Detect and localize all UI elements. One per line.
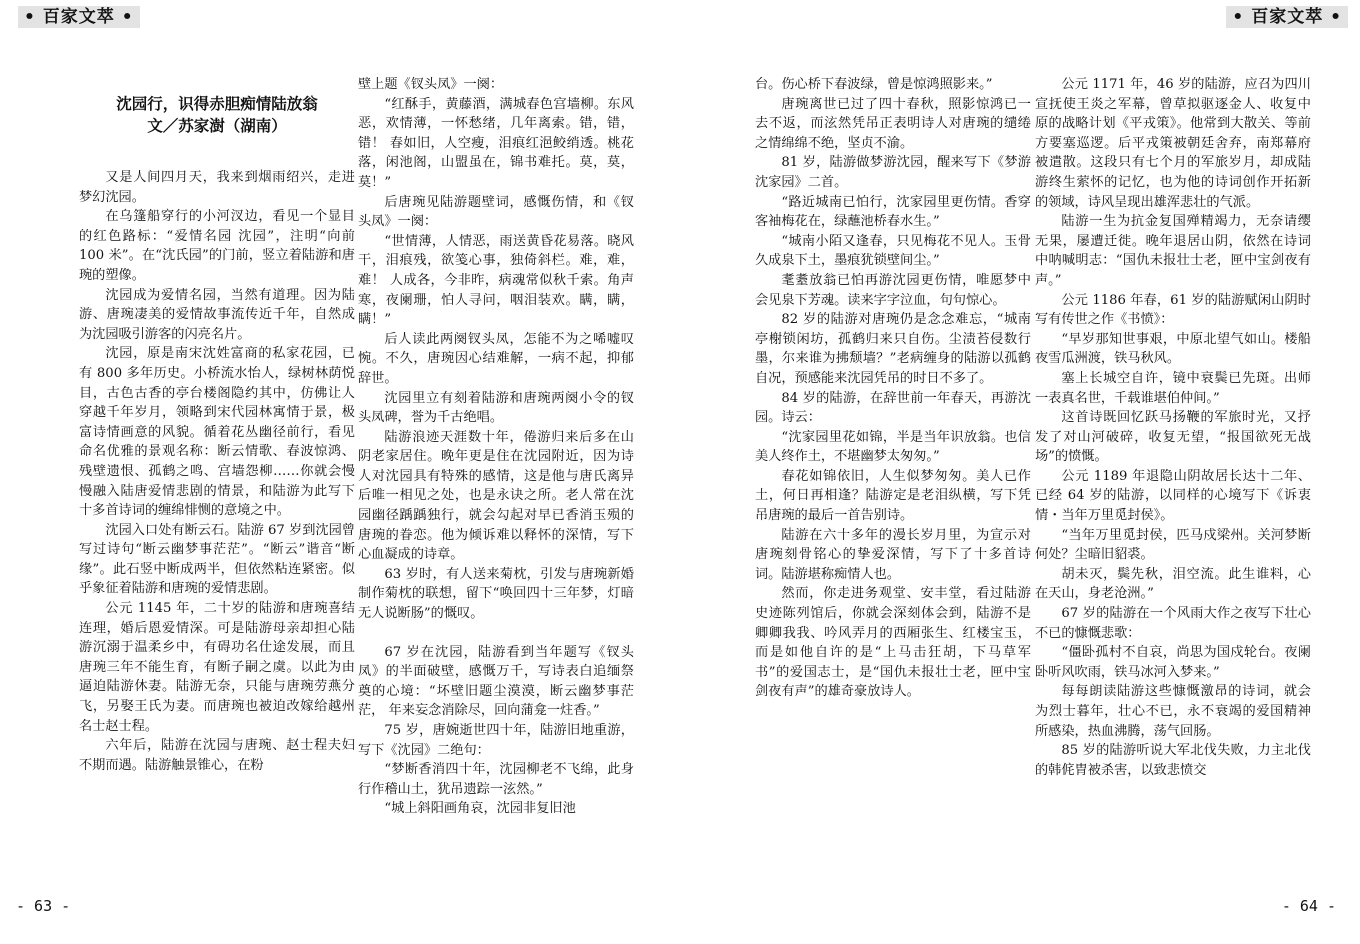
paragraph: 六年后，陆游在沈园与唐琬、赵士程夫妇不期而遇。陆游触景锥心，在粉 bbox=[79, 738, 355, 773]
paragraph: 在乌篷船穿行的小河汊边，看见一个显目的红色路标：“爱情名园 沈园”，注明“向前 100 米”。在“沈氏园”的门前，竖立着陆游和唐琬的塑像。 bbox=[79, 209, 355, 283]
article-title: 沈园行，识得赤胆痴情陆放翁 bbox=[116, 94, 318, 113]
paragraph: 沈园，原是南宋沈姓富商的私家花园，已有 800 多年历史。小桥流水怡人，绿树林荫悦目，古色古香的亭台楼阁隐约其中，仿佛让人穿越千年岁月，领略到宋代园林寓情于景，极富诗情画意的风貌。循着花丛幽径前行，看见命名优雅的景观名称：断云情歌、春波惊鸿、残壁遗恨、孤鹤之鸣、宫墙怨柳……你就会慢慢融入陆唐爱情悲剧的情景，和陆游为此写下十多首诗词的缠绵悱恻的意境之中。 bbox=[79, 346, 355, 519]
paragraph: “当年万里觅封侯，匹马戍梁州。关河梦断何处？尘暗旧貂裘。 bbox=[1035, 527, 1311, 563]
paragraph: 又是人间四月天，我来到烟雨绍兴，走进梦幻沈园。 bbox=[79, 170, 355, 205]
paragraph: 台。伤心桥下春波绿，曾是惊鸿照影来。” bbox=[755, 77, 993, 92]
paragraph: 后唐琬见陆游题壁词，感慨伤情，和《钗头凤》一阕： bbox=[358, 194, 634, 230]
paragraph: 沈园里立有刻着陆游和唐琬两阕小令的钗头凤碑，誉为千古绝唱。 bbox=[358, 390, 634, 426]
paragraph: 春花如锦依旧，人生似梦匆匆。美人已作土，何日再相逢？陆游定是老泪纵横，写下凭吊唐琬的最后一首告别诗。 bbox=[755, 468, 1031, 524]
page-number-right: - 64 - bbox=[1281, 897, 1336, 915]
paragraph: 这首诗既回忆跃马扬鞭的军旅时光，又抒发了对山河破碎，收复无望，“报国欲死无战场”的愤慨。 bbox=[1035, 410, 1311, 465]
running-header-left: • 百家文萃 • bbox=[18, 6, 140, 28]
paragraph: 胡未灭，鬓先秋，泪空流。此生谁料，心在天山，身老沧洲。” bbox=[1035, 566, 1311, 602]
paragraph: 壁上题《钗头凤》一阕： bbox=[358, 77, 504, 92]
paragraph: “红酥手，黄藤酒，满城春色宫墙柳。东风恶，欢情薄，一怀愁绪，几年离索。错，错，错！ 春如旧，人空瘦，泪痕红浥鲛绡透。桃花落，闲池阁，山盟虽在，锦书难托。莫，莫，莫！” bbox=[358, 96, 634, 190]
paragraph: 81 岁，陆游做梦游沈园，醒来写下《梦游沈家园》二首。 bbox=[755, 155, 1031, 190]
paragraph: 公元 1186 年春，61 岁的陆游赋闲山阴时写有传世之作《书愤》： bbox=[1035, 292, 1311, 328]
paragraph: “城上斜阳画角哀，沈园非复旧池 bbox=[384, 801, 576, 817]
paragraph: 沈园成为爱情名园，当然有道理。因为陆游、唐琬凄美的爱情故事流传近千年，自然成为沈园吸引游客的闪亮名片。 bbox=[79, 287, 355, 342]
paragraph: “沈家园里花如锦，半是当年识放翁。也信美人终作土，不堪幽梦太匆匆。” bbox=[755, 429, 1031, 465]
paragraph: 公元 1145 年，二十岁的陆游和唐琬喜结连理，婚后恩爱情深。可是陆游母亲却担心陆游沉溺于温柔乡中，有碍功名仕途发展，而且唐琬三年不能生育，有断子嗣之虞。以此为由逼迫陆游休妻。陆游无奈，只能与唐琬劳燕分飞，另娶王氏为妻。而唐琬也被迫改嫁给越州名士赵士程。 bbox=[79, 601, 355, 734]
column-4-body bbox=[1035, 75, 1311, 780]
paragraph: 63 岁时，有人送来菊枕，引发与唐琬新婚制作菊枕的联想，留下“唤回四十三年梦，灯暗无人说断肠”的慨叹。 bbox=[358, 566, 634, 622]
column-3-body bbox=[755, 75, 1031, 702]
running-header-right: • 百家文萃 • bbox=[1226, 6, 1348, 28]
paragraph: 67 岁的陆游在一个风雨大作之夜写下壮心不已的慷慨悲歌： bbox=[1035, 606, 1311, 641]
paragraph: “路近城南已怕行，沈家园里更伤情。香穿客袖梅花在，绿蘸池桥春水生。” bbox=[755, 194, 1031, 230]
paragraph: 公元 1189 年退隐山阴故居长达十二年、已经 64 岁的陆游，以同样的心境写下《诉衷情・当年万里觅封侯》。 bbox=[1035, 468, 1311, 524]
paragraph: 84 岁的陆游，在辞世前一年春天，再游沈园。诗云： bbox=[755, 390, 1031, 426]
paragraph: 然而，你走进务观堂、安丰堂，看过陆游史迹陈列馆后，你就会深刻体会到，陆游不是卿卿我我、吟风弄月的西厢张生、红楼宝玉，而是如他自许的是“上马击狂胡，下马草军书”的爱国志士，是“国仇未报壮士老，匣中宝剑夜有声”的雄奇豪放诗人。 bbox=[755, 586, 1031, 700]
text-column-4 bbox=[1035, 75, 1311, 875]
paragraph: 耄耋放翁已怕再游沈园更伤情，唯愿梦中会见泉下芳魂。读来字字泣血，句句惊心。 bbox=[755, 272, 1031, 308]
paragraph: 公元 1171 年，46 岁的陆游，应召为四川宣抚使王炎之军幕，曾草拟驱逐金人、收复中原的战略计划《平戎策》。他常到大散关、等前方要塞巡逻。后平戎策被朝廷舍弃，南郑幕府被遣散。这段只有七个月的军旅岁月，却成陆游终生萦怀的记忆，也为他的诗词创作开拓新的领域，诗风呈现出雄浑悲壮的气派。 bbox=[1035, 77, 1311, 210]
text-column-3 bbox=[755, 75, 1031, 875]
paragraph: 陆游一生为抗金复国殚精竭力，无奈请缨无果，屡遭迁徙。晚年退居山阴，依然在诗词中呐喊明志：“国仇未报壮士老，匣中宝剑夜有声。” bbox=[1035, 214, 1311, 288]
paragraph: 陆游在六十多年的漫长岁月里，为宣示对唐琬刻骨铭心的挚爱深情，写下了十多首诗词。陆游堪称痴情人也。 bbox=[755, 527, 1031, 582]
paragraph: 67 岁在沈园，陆游看到当年题写《钗头凤》的半面破壁，感慨万千，写诗表白追缅祭奠的心境：“坏壁旧题尘漠漠，断云幽梦事茫茫， 年来妄念消除尽，回向蒲龛一炷香。” bbox=[358, 644, 634, 719]
column-2-body bbox=[358, 75, 634, 819]
paragraph: 塞上长城空自许，镜中衰鬓已先斑。出师一表真名世，千载谁堪伯仲间。” bbox=[1035, 370, 1311, 406]
paragraph: “世情薄，人情恶，雨送黄昏花易落。晓风干，泪痕残，欲笺心事，独倚斜栏。难，难，难！ 人成各，今非昨，病魂常似秋千索。角声寒，夜阑珊，怕人寻问，咽泪装欢。瞒，瞒，瞒！” bbox=[358, 233, 634, 328]
paragraph: 唐琬离世已过了四十春秋，照影惊鸿已一去不返，而泫然凭吊正表明诗人对唐琬的缱绻之情绵绵不绝，坚贞不渝。 bbox=[755, 96, 1031, 151]
paragraph: 85 岁的陆游听说大军北伐失败，力主北伐的韩侂胄被杀害，以致悲愤交 bbox=[1035, 743, 1311, 778]
text-column-1 bbox=[79, 75, 355, 875]
column-1-body bbox=[79, 168, 355, 775]
paragraph: 75 岁，唐婉逝世四十年，陆游旧地重游，写下《沈园》二绝句： bbox=[358, 723, 634, 758]
page-number-left: - 63 - bbox=[16, 897, 71, 915]
paragraph: “僵卧孤村不自哀，尚思为国戍轮台。夜阑卧听风吹雨，铁马冰河入梦来。” bbox=[1035, 645, 1311, 680]
article-author: 文／苏家澍（湖南） bbox=[147, 116, 287, 135]
paragraph: “城南小陌又逢春，只见梅花不见人。玉骨久成泉下土，墨痕犹锁壁间尘。” bbox=[755, 233, 1031, 269]
paragraph: 82 岁的陆游对唐琬仍是念念难忘，“城南亭榭锁闲坊，孤鹤归来只自伤。尘渍苔侵数行墨，尔来谁为拂颓墙？”老病缠身的陆游以孤鹤自况，预感能来沈园凭吊的时日不多了。 bbox=[755, 312, 1031, 386]
paragraph: “梦断香消四十年，沈园柳老不飞绵，此身行作稽山土，犹吊遗踪一泫然。” bbox=[358, 762, 634, 797]
text-column-2 bbox=[358, 75, 634, 875]
paragraph: 后人读此两阕钗头凤，怎能不为之唏嘘叹惋。不久，唐琬因心结难解，一病不起，抑郁辞世。 bbox=[358, 331, 634, 386]
paragraph: 陆游浪迹天涯数十年，倦游归来后多在山阴老家居住。晚年更是住在沈园附近，因为诗人对沈园具有特殊的感情，这是他与唐氏离异后唯一相见之处，也是永诀之所。老人常在沈园幽径踽踽独行，就会勾起对早已香消玉殒的唐琬的眷恋。他为倾诉难以释怀的深情，写下心血凝成的诗章。 bbox=[358, 429, 634, 563]
paragraph: 沈园入口处有断云石。陆游 67 岁到沈园曾写过诗句“断云幽梦事茫茫”。“断云”谐音“断缘”。此石竖中断成两半，但依然粘连紧密。似乎象征着陆游和唐琬的爱情悲剧。 bbox=[79, 522, 355, 597]
paragraph: 每每朗读陆游这些慷慨激昂的诗词，就会为烈士暮年，壮心不已，永不衰竭的爱国精神所感染，热血沸腾，荡气回肠。 bbox=[1035, 684, 1311, 739]
paragraph: “早岁那知世事艰，中原北望气如山。楼船夜雪瓜洲渡，铁马秋风。 bbox=[1035, 331, 1311, 367]
